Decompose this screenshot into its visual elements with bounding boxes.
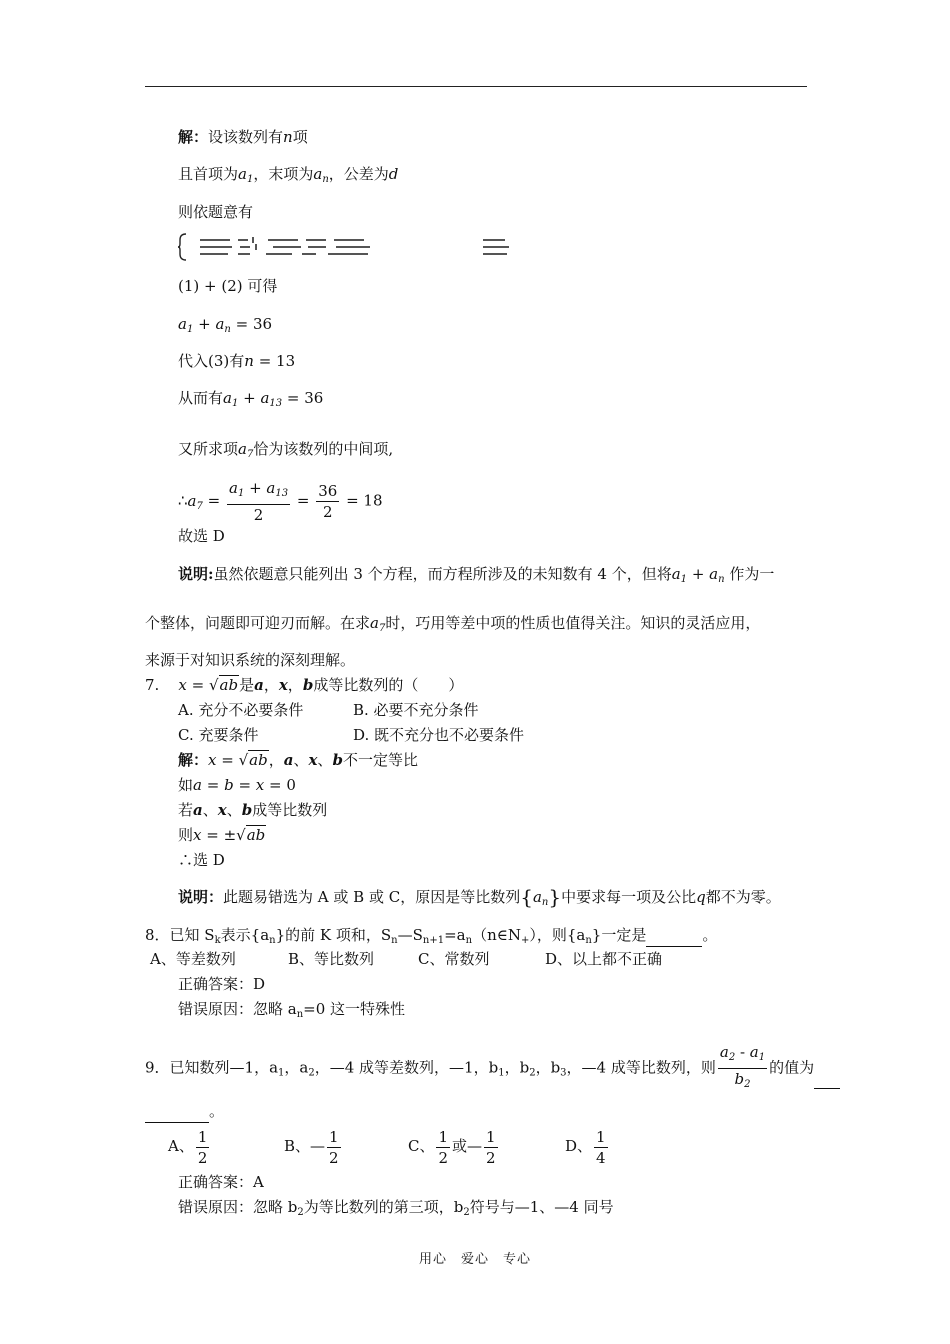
q9-answer: 正确答案：A xyxy=(178,1173,264,1191)
fraction: $\frac{1}{4}$ xyxy=(596,1127,606,1167)
sol6-line-3: 则依题意有 xyxy=(178,203,254,221)
fraction: $\frac{1}{2}$ xyxy=(329,1127,339,1167)
sol6-line-10: $\therefore a_7$ = $\frac{a_1 + a_{13}}{2}$ = $\frac{36}{2}$ = 18 xyxy=(178,479,383,524)
sol6-line-1: 解：设该数列有n项 xyxy=(178,128,308,146)
page-footer: 用心 爱心 专心 xyxy=(418,1252,531,1267)
sol6-line-2: 且首项为$a_1$，末项为$a_n$，公差为d xyxy=(178,165,399,185)
q9-reason: 错误原因：忽略 $b_2$为等比数列的第三项，$b_2$符号与—1、—4 同号 xyxy=(178,1198,614,1218)
sol6-line-7: 代入(3)有n = 13 xyxy=(178,352,296,370)
q9-option-b: B、— $\frac{1}{2}$ xyxy=(284,1127,339,1167)
fraction: $\frac{1}{2}$ xyxy=(438,1127,449,1167)
answer-blank xyxy=(814,1048,840,1089)
answer-blank xyxy=(145,1100,209,1123)
fraction: $\frac{1}{2}$ xyxy=(486,1127,496,1167)
sol6-line-11: 故选 D xyxy=(178,527,225,545)
q9-option-d: D、 $\frac{1}{4}$ xyxy=(565,1127,606,1167)
q9-option-c: C、 $\frac{1}{2}$ 或— $\frac{1}{2}$ xyxy=(408,1127,496,1167)
q7-sol-4: 则x = ±√ab xyxy=(178,826,266,844)
fraction: $\frac{a_2 - a_1}{b_2}$ xyxy=(719,1043,766,1090)
q8-reason: 错误原因：忽略 $a_n=0$ 这一特殊性 xyxy=(178,1000,406,1020)
q9-stem: 9．已知数列—1，$a_1$，$a_2$，—4 成等差数列，—1，$b_1$，$b_2$，$b_3$，—4 成等比数列，则 $\frac{a_2 - a_1}{b_2}$ 的值为 xyxy=(145,1042,840,1095)
sol6-note-1: 说明:虽然依题意只能列出 3 个方程，而方程所涉及的未知数有 4 个，但将$a_1 + a_n$ 作为一 xyxy=(178,565,775,585)
fraction: $\frac{a_1 + a_{13}}{2}$ xyxy=(228,479,289,524)
answer-blank xyxy=(646,924,702,947)
q7-sol-1: 解：x = √ab，a、x、b不一定等比 xyxy=(178,751,418,769)
q7-option-c: C. 充要条件 xyxy=(178,726,259,744)
q7-sol-2: 如a = b = x = 0 xyxy=(178,776,296,794)
q7-stem: 7. x = √ab是a，x，b成等比数列的（ ） xyxy=(145,676,464,694)
equation-system-image xyxy=(178,232,538,262)
q8-answer: 正确答案：D xyxy=(178,975,266,993)
q9-stem-cont: 。 xyxy=(145,1100,224,1123)
q7-option-a: A. 充分不必要条件 xyxy=(178,701,304,719)
sol6-line-6: $a_1 + a_n = 36$ xyxy=(178,315,273,335)
fraction: $\frac{36}{2}$ xyxy=(318,482,338,521)
sol6-note-3: 来源于对知识系统的深刻理解。 xyxy=(145,651,356,669)
q7-option-d: D. 既不充分也不必要条件 xyxy=(353,726,525,744)
sol6-note-2: 个整体，问题即可迎刃而解。在求$a_7$时，巧用等差中项的性质也值得关注。知识的灵活应用， xyxy=(145,614,761,634)
sol6-line-5: (1) + (2) 可得 xyxy=(178,277,278,295)
q7-note: 说明：此题易错选为 A 或 B 或 C，原因是等比数列$\{a_n\}$中要求每一项及公比q都不为零。 xyxy=(178,885,781,909)
sol6-line-9: 又所求项$a_7$恰为该数列的中间项, xyxy=(178,440,394,460)
q7-sol-3: 若a、x、b成等比数列 xyxy=(178,801,328,819)
q8-option-d: D、以上都不正确 xyxy=(545,950,663,968)
fraction: $\frac{1}{2}$ xyxy=(197,1127,208,1167)
q7-sol-5: ∴选 D xyxy=(178,851,225,869)
jie-label: 解： xyxy=(178,128,209,146)
q9-option-a: A、 $\frac{1}{2}$ xyxy=(168,1127,208,1167)
q7-option-b: B. 必要不充分条件 xyxy=(353,701,479,719)
q8-stem: 8．已知 $S_k$表示$\{a_n\}$的前 K 项和，$S_n—S_{n+1}=a_n(n\in N_+)$，则$\{a_n\}$一定是 。 xyxy=(145,926,718,946)
q8-option-a: A、等差数列 xyxy=(150,950,236,968)
q8-option-c: C、常数列 xyxy=(418,950,490,968)
sol6-line-8: 从而有$a_1 + a_{13} = 36$ xyxy=(178,389,324,409)
q8-option-b: B、等比数列 xyxy=(288,950,375,968)
header-rule xyxy=(145,86,807,87)
